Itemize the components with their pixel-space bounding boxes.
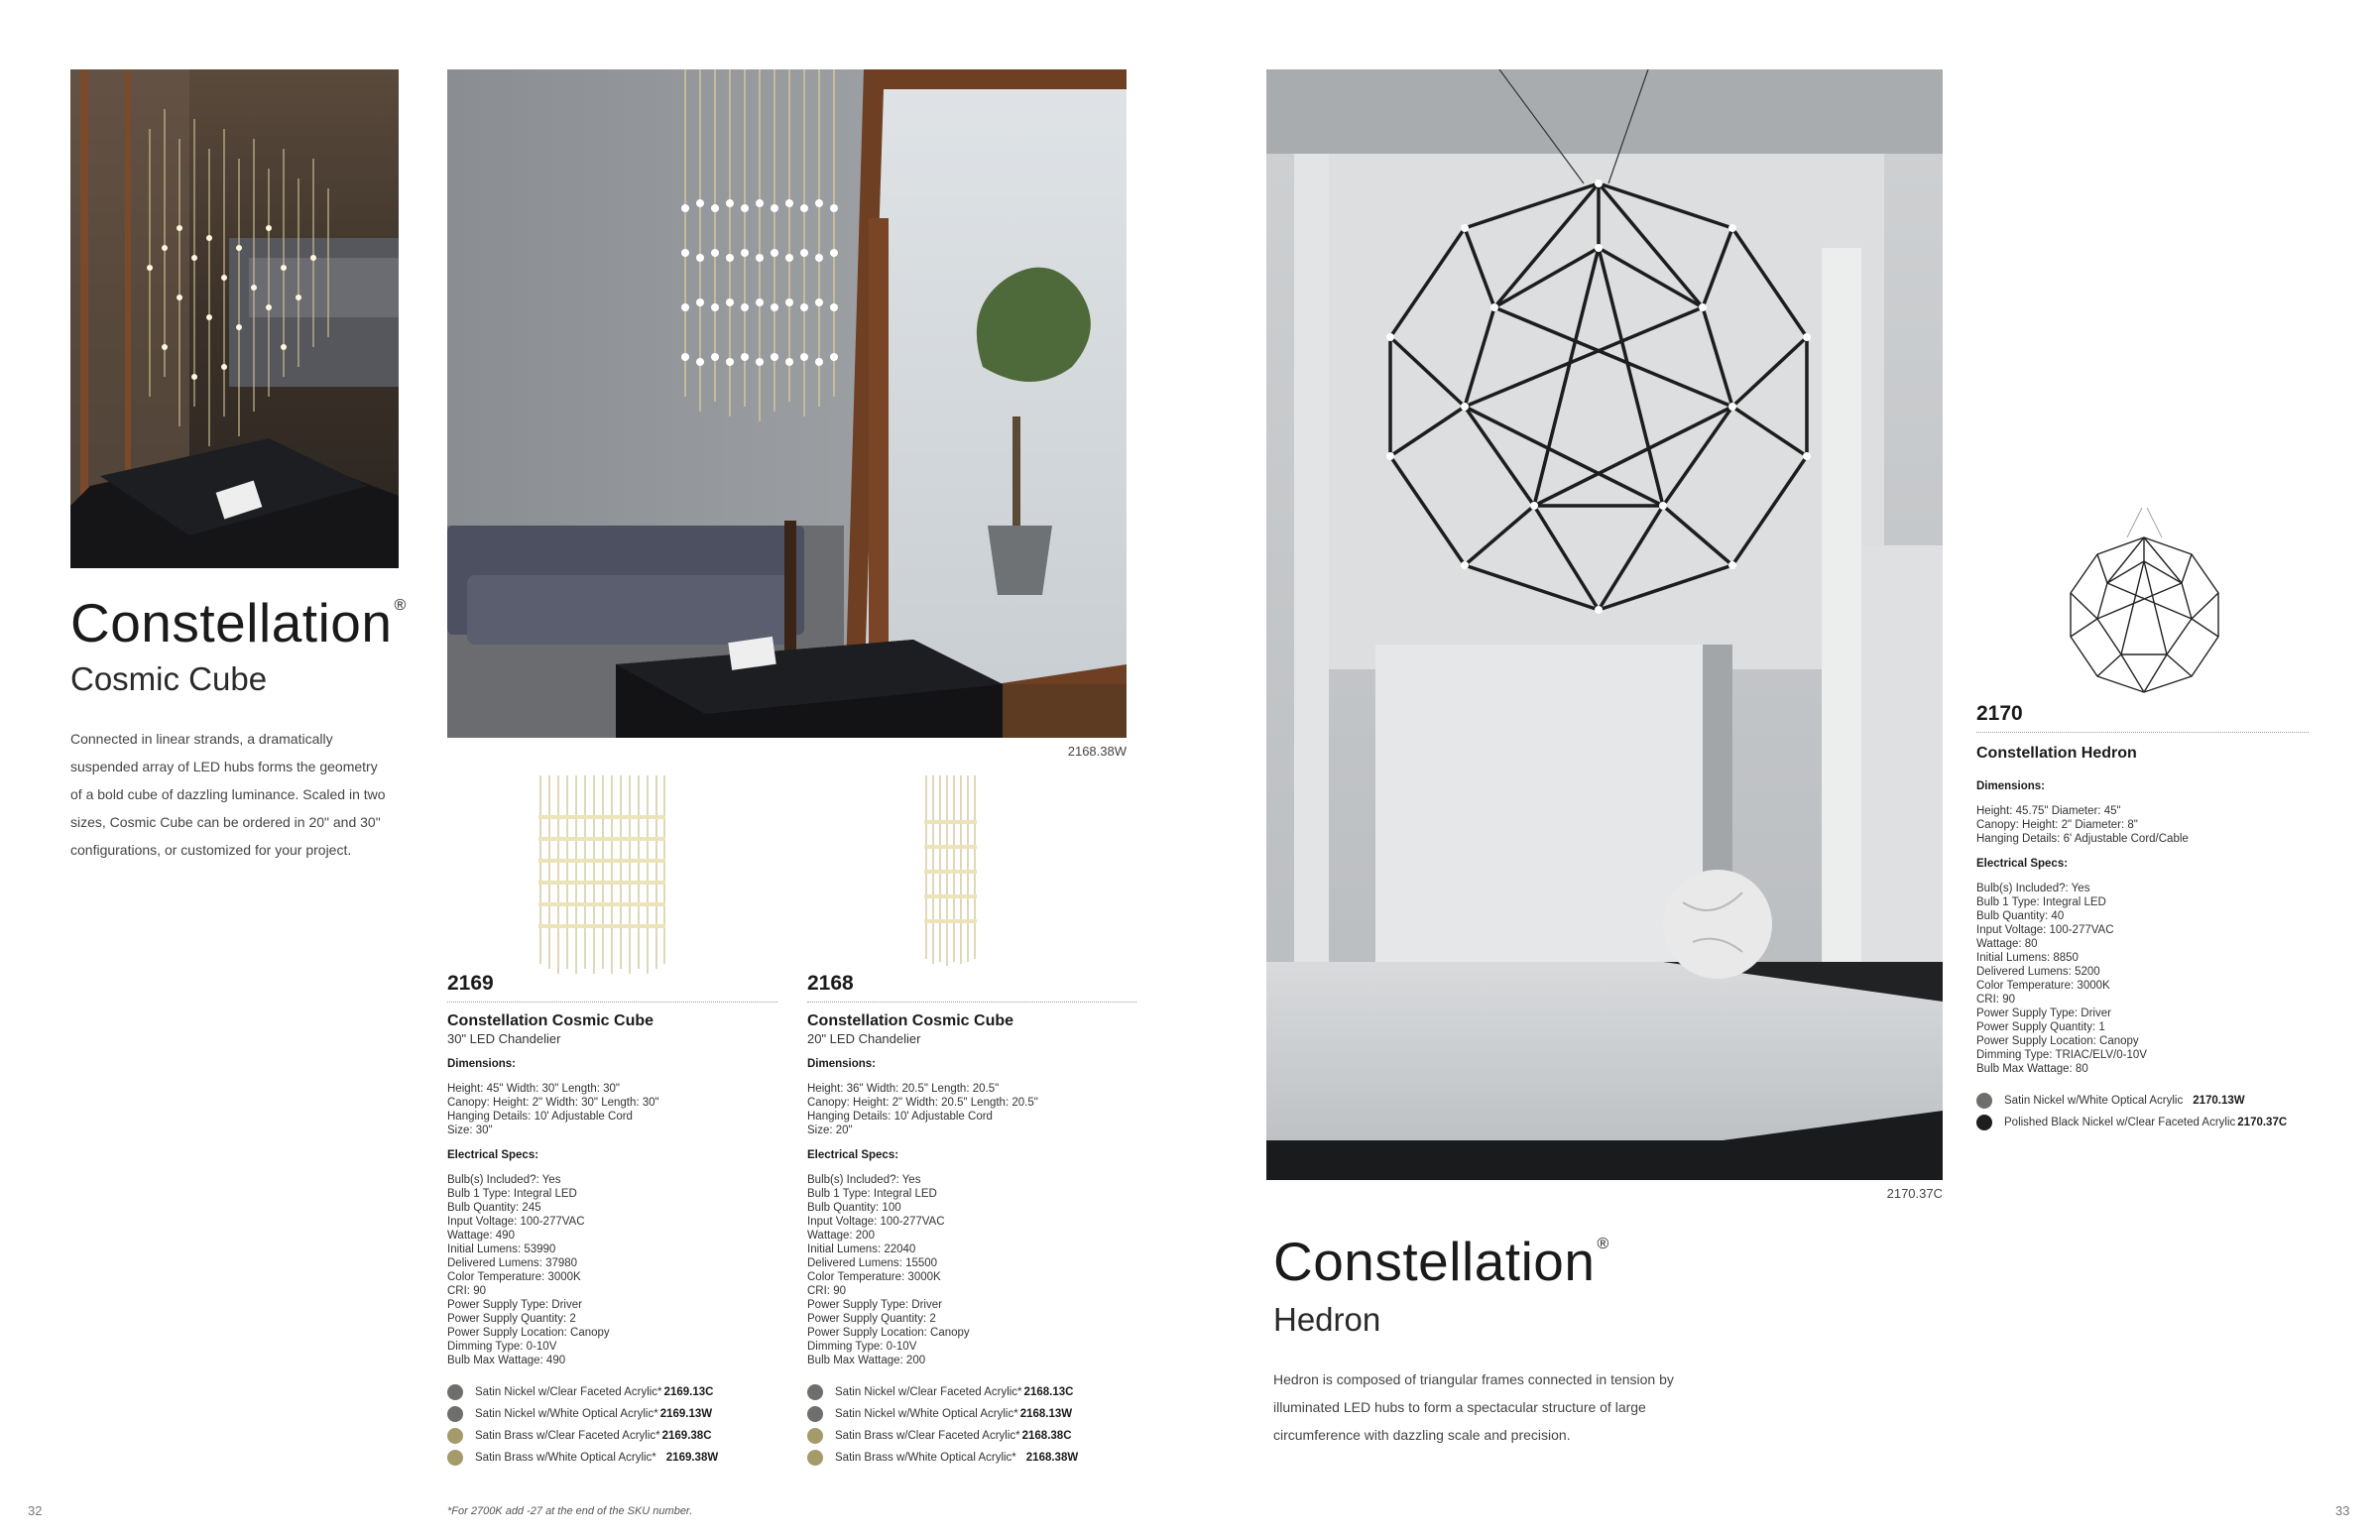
finish-label: Satin Nickel w/Clear Faceted Acrylic* xyxy=(835,1386,1022,1398)
spec-line: Height: 45.75" Diameter: 45" xyxy=(1976,805,2121,817)
dotted-divider xyxy=(447,1002,777,1003)
finish-sku: 2169.13C xyxy=(663,1386,714,1398)
spec-line: Power Supply Location: Canopy xyxy=(1976,1035,2139,1047)
collection-description: Connected in linear strands, a dramatically suspended array of LED hubs forms the geometry of a bold cube of dazzling luminance. Scaled in two sizes, Cosmic Cube can be ordered in 20" and 30" configurations, or customized for your project. xyxy=(70,731,386,858)
living-room-photo xyxy=(70,69,399,568)
hedron-atrium-photo xyxy=(1266,69,1943,1180)
finish-sku: 2168.38W xyxy=(1025,1452,1079,1464)
finish-option xyxy=(447,1381,777,1403)
product-card-2168 xyxy=(807,972,1136,1469)
product-code: 2168 xyxy=(807,972,854,995)
finish-swatch xyxy=(807,1384,823,1400)
spec-line: Bulb(s) Included?: Yes xyxy=(1976,883,2090,894)
finish-sku: 2169.38C xyxy=(661,1430,712,1442)
spec-line: Dimming Type: TRIAC/ELV/0-10V xyxy=(1976,1049,2147,1061)
spec-line: Bulb 1 Type: Integral LED xyxy=(447,1188,577,1200)
electrical-label: Electrical Specs: xyxy=(807,1149,899,1161)
finish-sku: 2168.38C xyxy=(1021,1430,1072,1442)
registered-mark: ® xyxy=(1597,1236,1609,1252)
spec-line: Wattage: 490 xyxy=(447,1230,515,1242)
product-name: Constellation Cosmic Cube xyxy=(447,1012,654,1029)
spec-line: Delivered Lumens: 5200 xyxy=(1976,966,2100,978)
finish-label: Satin Nickel w/White Optical Acrylic* xyxy=(475,1408,658,1420)
dimensions-label: Dimensions: xyxy=(807,1058,877,1070)
spec-line: Height: 36" Width: 20.5" Length: 20.5" xyxy=(807,1083,1000,1095)
spec-line: Canopy: Height: 2" Width: 20.5" Length: 20.5" xyxy=(807,1097,1038,1109)
spec-line: Power Supply Type: Driver xyxy=(807,1299,942,1311)
dimensions-list xyxy=(1976,804,2309,846)
spec-line: Dimming Type: 0-10V xyxy=(447,1341,557,1353)
spec-line: Power Supply Type: Driver xyxy=(1976,1007,2111,1019)
finish-option xyxy=(1976,1090,2309,1112)
cube-30-product-image xyxy=(536,775,668,979)
hero-sku-caption: 2170.37C xyxy=(1886,1186,1943,1201)
spec-line: Bulb Quantity: 40 xyxy=(1976,910,2065,922)
electrical-list xyxy=(1976,882,2309,1076)
finish-swatch xyxy=(807,1450,823,1466)
collection-subtitle: Hedron xyxy=(1273,1301,1381,1338)
page-title xyxy=(1273,1230,1609,1293)
finish-sku: 2168.13W xyxy=(1019,1408,1073,1420)
spec-line: Input Voltage: 100-277VAC xyxy=(447,1216,585,1228)
spec-line: Bulb Max Wattage: 80 xyxy=(1976,1063,2088,1075)
finish-label: Satin Brass w/White Optical Acrylic* xyxy=(475,1452,656,1464)
page-number-right: 33 xyxy=(2335,1503,2350,1518)
spec-line: Power Supply Quantity: 1 xyxy=(1976,1021,2105,1033)
finish-label: Satin Nickel w/White Optical Acrylic xyxy=(2004,1095,2184,1107)
finish-swatch xyxy=(447,1450,463,1466)
product-type: 30" LED Chandelier xyxy=(447,1031,561,1046)
spec-line: Color Temperature: 3000K xyxy=(1976,980,2110,992)
spec-line: Power Supply Quantity: 2 xyxy=(807,1313,936,1325)
finish-option xyxy=(447,1425,777,1447)
spec-line: Initial Lumens: 22040 xyxy=(807,1244,916,1255)
registered-mark: ® xyxy=(394,597,407,614)
spec-line: Hanging Details: 10' Adjustable Cord xyxy=(807,1111,993,1123)
spec-line: Bulb Max Wattage: 490 xyxy=(447,1355,566,1366)
spec-line: Initial Lumens: 8850 xyxy=(1976,952,2079,964)
product-type: 20" LED Chandelier xyxy=(807,1031,921,1046)
spec-line: Bulb 1 Type: Integral LED xyxy=(1976,896,2106,908)
finish-swatch xyxy=(807,1428,823,1444)
spec-line: CRI: 90 xyxy=(1976,994,2015,1006)
finish-swatch xyxy=(447,1406,463,1422)
finish-label: Satin Brass w/Clear Faceted Acrylic* xyxy=(835,1430,1020,1442)
finish-option xyxy=(447,1403,777,1425)
finish-option xyxy=(807,1447,1136,1469)
finish-sku: 2170.13W xyxy=(2193,1095,2245,1107)
spec-line: Color Temperature: 3000K xyxy=(807,1271,941,1283)
finish-label: Polished Black Nickel w/Clear Faceted Acrylic xyxy=(2004,1117,2236,1128)
spec-line: CRI: 90 xyxy=(447,1285,486,1297)
finish-list xyxy=(1976,1090,2309,1133)
finish-label: Satin Nickel w/White Optical Acrylic* xyxy=(835,1408,1018,1420)
spec-line: Hanging Details: 6' Adjustable Cord/Cable xyxy=(1976,833,2189,845)
spec-line: Power Supply Type: Driver xyxy=(447,1299,582,1311)
hedron-product-image xyxy=(2058,508,2231,711)
finish-list xyxy=(447,1381,777,1469)
hero-sku-caption: 2168.38W xyxy=(1067,744,1127,759)
collection-subtitle: Cosmic Cube xyxy=(70,660,268,697)
finish-list xyxy=(807,1381,1136,1469)
finish-label: Satin Nickel w/Clear Faceted Acrylic* xyxy=(475,1386,662,1398)
spec-line: Size: 30" xyxy=(447,1125,493,1136)
spec-line: Bulb(s) Included?: Yes xyxy=(447,1174,561,1186)
page-title xyxy=(70,591,407,654)
brand-name: Constellation xyxy=(1273,1231,1596,1292)
spec-line: Bulb(s) Included?: Yes xyxy=(807,1174,921,1186)
spec-line: Wattage: 200 xyxy=(807,1230,875,1242)
dotted-divider xyxy=(1976,732,2309,733)
spec-line: Initial Lumens: 53990 xyxy=(447,1244,556,1255)
finish-option xyxy=(807,1381,1136,1403)
product-card-2169 xyxy=(447,972,777,1469)
product-name: Constellation Hedron xyxy=(1976,745,2137,762)
spec-line: Size: 20" xyxy=(807,1125,853,1136)
spec-line: Bulb Quantity: 245 xyxy=(447,1202,541,1214)
spec-line: Power Supply Location: Canopy xyxy=(447,1327,610,1339)
spec-line: Power Supply Quantity: 2 xyxy=(447,1313,576,1325)
finish-swatch xyxy=(447,1428,463,1444)
spec-line: CRI: 90 xyxy=(807,1285,846,1297)
finish-sku: 2168.13C xyxy=(1023,1386,1074,1398)
spec-line: Canopy: Height: 2" Diameter: 8" xyxy=(1976,819,2138,831)
product-code: 2170 xyxy=(1976,702,2023,725)
finish-swatch xyxy=(807,1406,823,1422)
finish-sku: 2170.37C xyxy=(2237,1117,2288,1128)
spec-line: Canopy: Height: 2" Width: 30" Length: 30" xyxy=(447,1097,659,1109)
finish-swatch xyxy=(447,1384,463,1400)
spec-line: Height: 45" Width: 30" Length: 30" xyxy=(447,1083,620,1095)
dimensions-list xyxy=(807,1082,1136,1137)
spec-line: Power Supply Location: Canopy xyxy=(807,1327,970,1339)
finish-swatch xyxy=(1976,1093,1992,1109)
electrical-label: Electrical Specs: xyxy=(447,1149,539,1161)
product-name: Constellation Cosmic Cube xyxy=(807,1012,1014,1029)
electrical-list xyxy=(807,1173,1136,1367)
spec-line: Input Voltage: 100-277VAC xyxy=(1976,924,2114,936)
dotted-divider xyxy=(807,1002,1136,1003)
collection-description: Hedron is composed of triangular frames connected in tension by illuminated LED hubs to form a spectacular structure of large circumference with dazzling scale and precision. xyxy=(1273,1371,1674,1443)
finish-label: Satin Brass w/White Optical Acrylic* xyxy=(835,1452,1016,1464)
page-number-left: 32 xyxy=(28,1503,43,1518)
finish-sku: 2169.13W xyxy=(659,1408,713,1420)
electrical-list xyxy=(447,1173,777,1367)
dimensions-label: Dimensions: xyxy=(447,1058,517,1070)
spec-line: Delivered Lumens: 37980 xyxy=(447,1257,578,1269)
finish-option xyxy=(807,1425,1136,1447)
spec-line: Color Temperature: 3000K xyxy=(447,1271,581,1283)
spec-line: Bulb Quantity: 100 xyxy=(807,1202,901,1214)
dimensions-label: Dimensions: xyxy=(1976,780,2046,792)
spec-line: Bulb Max Wattage: 200 xyxy=(807,1355,926,1366)
electrical-label: Electrical Specs: xyxy=(1976,858,2069,870)
product-code: 2169 xyxy=(447,972,494,995)
chandelier-photo xyxy=(447,69,1127,738)
spec-line: Dimming Type: 0-10V xyxy=(807,1341,917,1353)
finish-option xyxy=(807,1403,1136,1425)
spec-line: Bulb 1 Type: Integral LED xyxy=(807,1188,937,1200)
finish-option xyxy=(447,1447,777,1469)
finish-sku: 2169.38W xyxy=(665,1452,719,1464)
finish-label: Satin Brass w/Clear Faceted Acrylic* xyxy=(475,1430,660,1442)
spec-line: Wattage: 80 xyxy=(1976,938,2038,950)
spec-line: Input Voltage: 100-277VAC xyxy=(807,1216,945,1228)
cube-20-product-image xyxy=(923,775,978,970)
spec-line: Delivered Lumens: 15500 xyxy=(807,1257,938,1269)
footnote: *For 2700K add -27 at the end of the SKU number. xyxy=(447,1505,693,1517)
spec-line: Hanging Details: 10' Adjustable Cord xyxy=(447,1111,633,1123)
finish-option xyxy=(1976,1112,2309,1133)
brand-name: Constellation xyxy=(70,592,393,653)
product-card-2170 xyxy=(1976,702,2309,1133)
finish-swatch xyxy=(1976,1115,1992,1130)
dimensions-list xyxy=(447,1082,777,1137)
